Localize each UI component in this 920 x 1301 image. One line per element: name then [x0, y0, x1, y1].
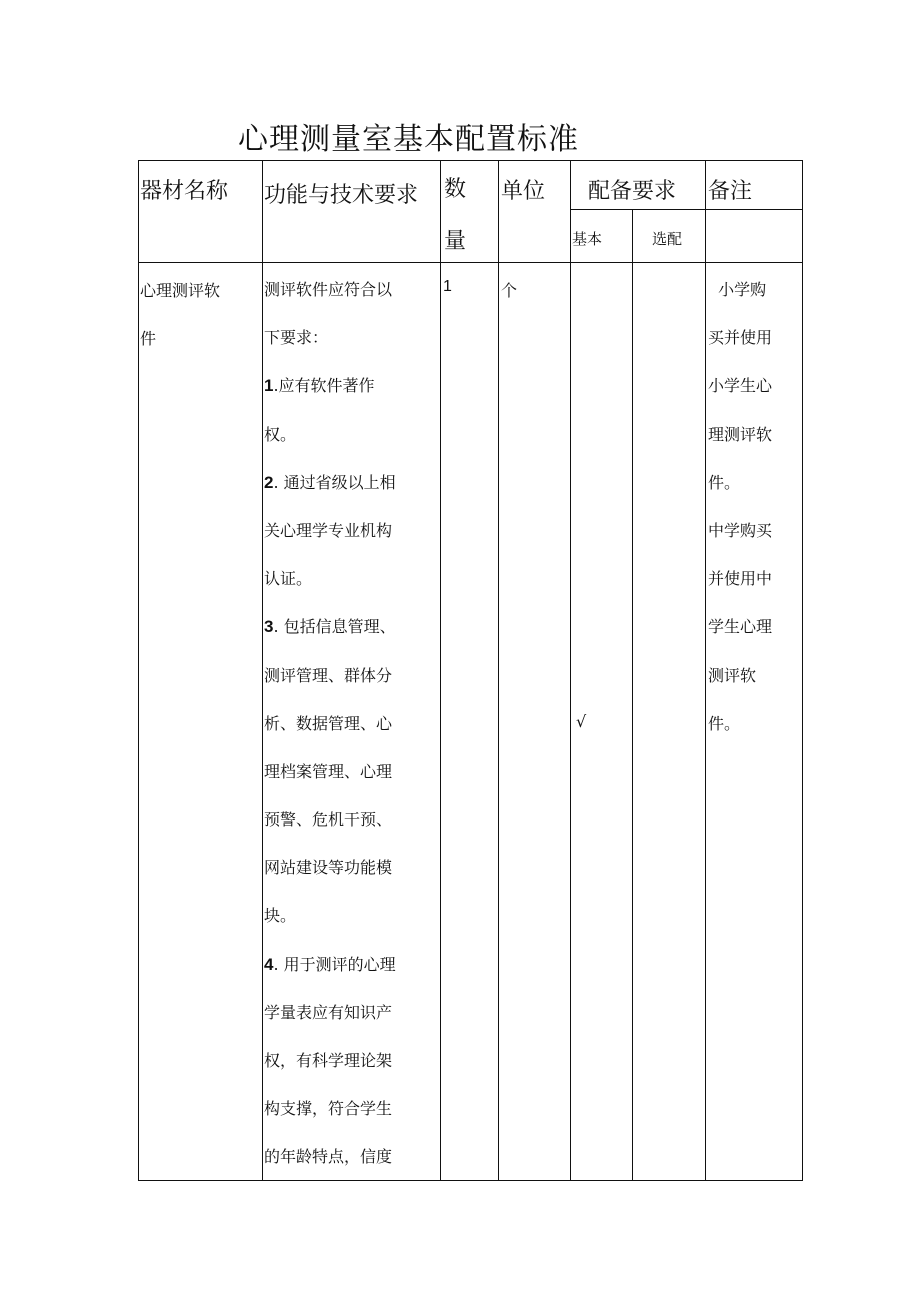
func-line: 测评软件应符合以 — [264, 280, 393, 299]
header-equipment-name: 器材名称 — [140, 179, 229, 204]
notes-line: 中学购买 — [708, 520, 773, 540]
col-divider-basic — [632, 209, 633, 1181]
header-unit: 单位 — [501, 179, 546, 204]
row-equipment-name-line1: 心理测评软 — [140, 281, 221, 300]
func-line: 1.应有软件著作 — [264, 376, 375, 396]
col-divider-name — [262, 160, 263, 1181]
func-line: 下要求： — [264, 328, 329, 348]
notes-line: 学生心理 — [708, 617, 773, 637]
row-quantity: 1 — [443, 278, 452, 295]
header-config-requirements: 配备要求 — [588, 179, 677, 204]
table-bottom-border — [138, 1180, 803, 1181]
config-subheader-divider — [570, 209, 803, 210]
row-equipment-name-line2: 件 — [140, 329, 157, 348]
func-line: 测评管理、群体分 — [264, 665, 393, 685]
col-divider-config — [705, 160, 706, 1181]
row-notes — [708, 278, 772, 760]
row-basic-checkmark: √ — [576, 712, 587, 731]
header-config-optional: 选配 — [652, 230, 683, 248]
row-function-requirements — [264, 278, 396, 1194]
notes-line: 小学生心 — [708, 376, 773, 396]
func-line: 学量表应有知识产 — [264, 1002, 393, 1022]
header-config-basic: 基本 — [572, 230, 603, 248]
func-line: 权，有科学理论架 — [264, 1051, 393, 1070]
notes-line: 测评软 — [708, 665, 757, 685]
func-line: 2. 通过省级以上相 — [264, 472, 396, 492]
func-line: 的年龄特点，信度 — [264, 1147, 393, 1167]
header-quantity-line1: 数 — [444, 177, 467, 202]
func-line: 4. 用于测评的心理 — [264, 954, 396, 974]
notes-line: 买并使用 — [708, 328, 773, 348]
table-top-border — [138, 160, 803, 161]
func-line: 关心理学专业机构 — [264, 520, 393, 540]
notes-line: 小学购 — [708, 280, 767, 299]
col-divider-func — [440, 160, 441, 1181]
header-function-requirements: 功能与技术要求 — [264, 183, 419, 208]
func-line: 析、数据管理、心 — [264, 713, 393, 733]
func-line: 预警、危机干预、 — [264, 810, 393, 830]
notes-line: 件。 — [708, 713, 741, 733]
col-divider-unit — [570, 160, 571, 1181]
func-line: 块。 — [264, 906, 297, 926]
func-line: 理档案管理、心理 — [264, 761, 393, 781]
row-unit: 个 — [501, 281, 518, 300]
table-right-border — [802, 160, 803, 1181]
col-divider-qty — [498, 160, 499, 1181]
header-bottom-border — [138, 262, 803, 263]
func-line: 认证。 — [264, 569, 313, 589]
func-line: 权。 — [264, 424, 297, 444]
header-quantity-line2: 量 — [444, 229, 467, 254]
notes-line: 理测评软 — [708, 424, 773, 444]
table-left-border — [138, 160, 139, 1181]
func-line: 构支撑，符合学生 — [264, 1099, 393, 1119]
page-title: 心理测量室基本配置标准 — [238, 122, 579, 157]
func-line: 网站建设等功能模 — [264, 858, 393, 878]
header-notes: 备注 — [708, 179, 753, 204]
notes-line: 并使用中 — [708, 569, 773, 589]
func-line: 3. 包括信息管理、 — [264, 617, 396, 637]
notes-line: 件。 — [708, 472, 741, 492]
